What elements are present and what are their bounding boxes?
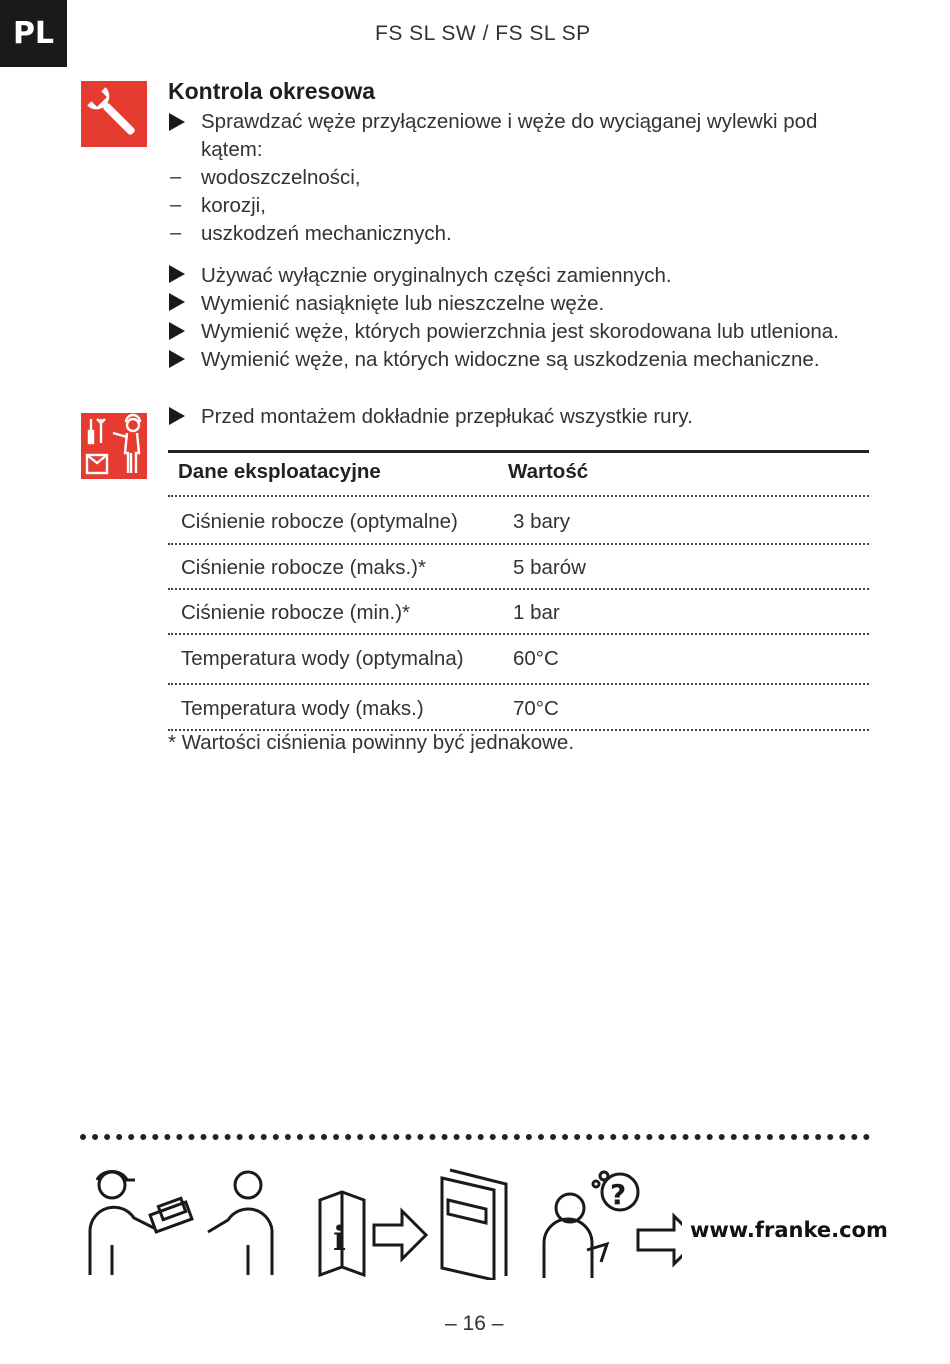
arrow-icon [638,1216,682,1264]
row-divider [168,543,869,545]
table-cell-value: 70°C [513,697,559,720]
table-cell-param: Ciśnienie robocze (optymalne) [181,510,458,533]
footer-pictograms [82,1160,682,1280]
table-cell-value: 1 bar [513,601,560,624]
model-name: FS SL SW / FS SL SP [375,22,591,45]
bullet-arrow-icon [169,350,185,368]
bullet-text: Sprawdzać węże przyłączeniowe i węże do wyciąganej wylewki pod [201,110,818,133]
table-cell-value: 60°C [513,647,559,670]
dash-marker: – [170,166,182,188]
table-header-param: Dane eksploatacyjne [178,460,381,483]
rinse-text: Przed montażem dokładnie przepłukać wszystkie rury. [201,405,693,428]
question-person-icon [544,1172,638,1278]
row-divider [168,588,869,590]
dash-marker: – [170,194,182,216]
table-top-rule [168,450,869,453]
manual-icon [442,1170,506,1280]
bullet-text: Wymienić węże, na których widoczne są uszkodzenia mechaniczne. [201,348,820,371]
bullet-arrow-icon [169,293,185,311]
arrow-icon [374,1211,426,1259]
table-cell-value: 5 barów [513,556,586,579]
dash-marker: – [170,222,182,244]
svg-text:?: ? [610,1178,627,1211]
table-cell-param: Temperatura wody (maks.) [181,697,424,720]
language-badge: PL [0,0,67,67]
dash-item: korozji, [201,194,266,217]
section-title: Kontrola okresowa [168,78,376,104]
bullet-text-cont: kątem: [201,138,263,161]
bullet-arrow-icon [169,322,185,340]
tools-worker-icon [81,413,147,479]
website-link[interactable]: www.franke.com [690,1218,888,1242]
bullet-arrow-icon [169,407,185,425]
row-divider [168,633,869,635]
table-cell-param: Ciśnienie robocze (min.)* [181,601,411,624]
bullet-arrow-icon [169,265,185,283]
table-footnote: * Wartości ciśnienia powinny być jednakowe. [168,731,575,754]
dash-item: wodoszczelności, [201,166,361,189]
bullet-text: Wymienić nasiąknięte lub nieszczelne węże. [201,292,605,315]
table-cell-value: 3 bary [513,510,570,533]
page-number: – 16 – [445,1312,504,1335]
footer-divider [80,1134,870,1140]
table-cell-param: Temperatura wody (optymalna) [181,647,464,670]
info-booklet-icon [320,1192,364,1275]
row-divider [168,683,869,685]
bullet-text: Używać wyłącznie oryginalnych części zamiennych. [201,264,672,287]
two-people-laptop-icon [90,1172,272,1275]
table-cell-param: Ciśnienie robocze (maks.)* [181,556,426,579]
table-header-value: Wartość [508,460,589,483]
wrench-icon [81,81,147,147]
dash-item: uszkodzeń mechanicznych. [201,222,452,245]
row-divider [168,495,869,497]
bullet-text: Wymienić węże, których powierzchnia jest skorodowana lub utleniona. [201,320,839,343]
svg-text:i: i [333,1219,346,1259]
bullet-arrow-icon [169,113,185,131]
